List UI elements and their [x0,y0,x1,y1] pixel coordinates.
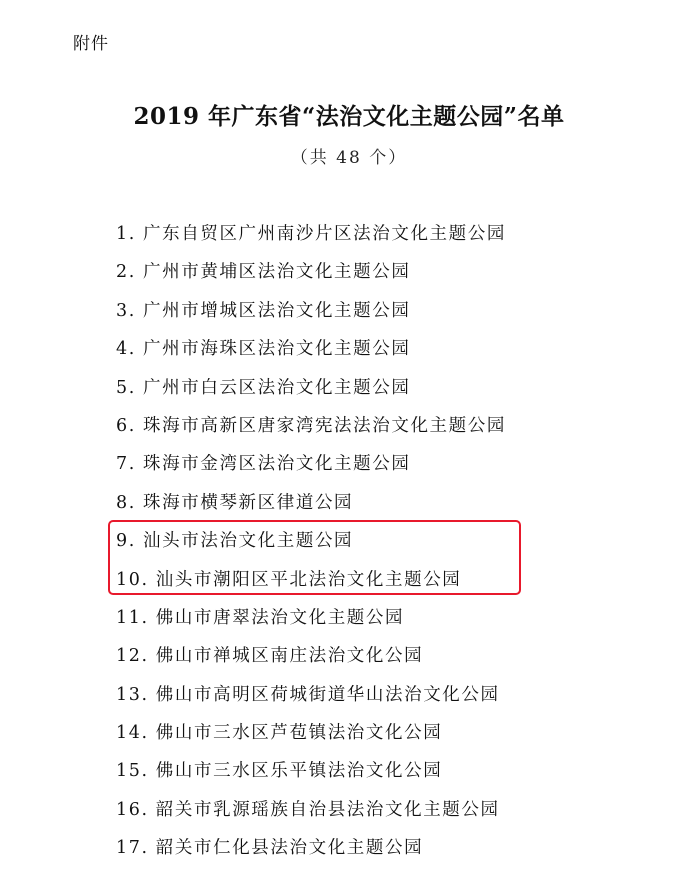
list-item: 1. 广东自贸区广州南沙片区法治文化主题公园 [116,224,506,244]
list-item: 5. 广州市白云区法治文化主题公园 [116,377,411,398]
document-subtitle: （共 48 个） [290,148,408,168]
list-item: 4. 广州市海珠区法治文化主题公园 [116,339,411,360]
list-item: 17. 韶关市仁化县法治文化主题公园 [116,838,424,859]
list-item: 12. 佛山市禅城区南庄法治文化公园 [116,646,424,667]
list-item: 6. 珠海市高新区唐家湾宪法法治文化主题公园 [116,415,506,436]
list-item: 8. 珠海市横琴新区律道公园 [116,492,354,513]
list-item: 3. 广州市增城区法治文化主题公园 [116,300,411,321]
highlight-box [108,520,521,595]
list-item: 14. 佛山市三水区芦苞镇法治文化公园 [116,723,443,744]
list-item: 16. 韶关市乳源瑶族自治县法治文化主题公园 [116,799,500,820]
list-item: 13. 佛山市高明区荷城街道华山法治文化公园 [116,684,500,705]
list-item: 10. 汕头市潮阳区平北法治文化主题公园 [116,569,462,590]
list-item: 11. 佛山市唐翠法治文化主题公园 [116,607,405,628]
attachment-label: 附件 [73,34,109,54]
list-item: 2. 广州市黄埔区法治文化主题公园 [116,262,411,283]
list-item: 7. 珠海市金湾区法治文化主题公园 [116,454,411,475]
document-title: 2019 年广东省“法治文化主题公园”名单 [133,103,565,130]
list-item: 15. 佛山市三水区乐平镇法治文化公园 [116,761,443,782]
list-item: 9. 汕头市法治文化主题公园 [116,531,354,552]
